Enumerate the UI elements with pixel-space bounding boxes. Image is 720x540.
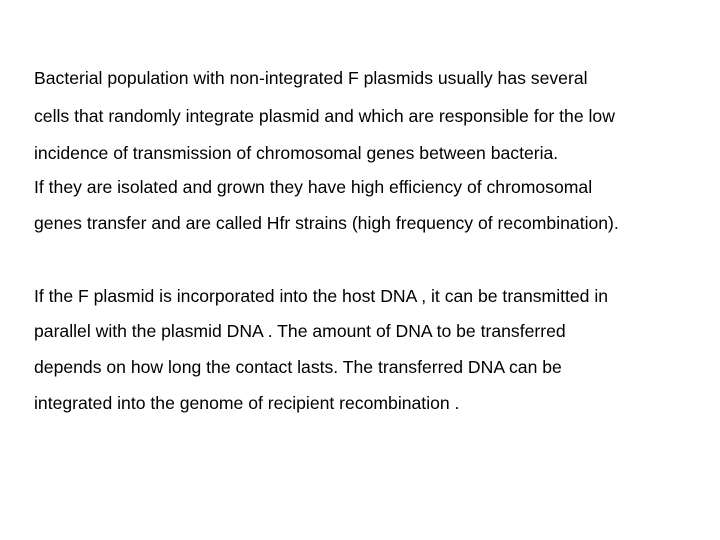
text-line: Bacterial population with non-integrated F plasmids usually has several xyxy=(34,68,588,88)
text-line: If they are isolated and grown they have high efficiency of chromosomal xyxy=(34,177,593,197)
text-line: genes transfer and are called Hfr strains (high frequency of recombination). xyxy=(34,213,619,233)
text-line: integrated into the genome of recipient recombination . xyxy=(34,393,460,413)
text-line: incidence of transmission of chromosomal genes between bacteria. xyxy=(34,143,559,163)
text-line: If the F plasmid is incorporated into the host DNA , it can be transmitted in xyxy=(34,286,609,306)
text-line: parallel with the plasmid DNA . The amount of DNA to be transferred xyxy=(34,321,566,341)
text-line: depends on how long the contact lasts. The transferred DNA can be xyxy=(34,357,562,377)
text-line: cells that randomly integrate plasmid and which are responsible for the low xyxy=(34,106,615,126)
